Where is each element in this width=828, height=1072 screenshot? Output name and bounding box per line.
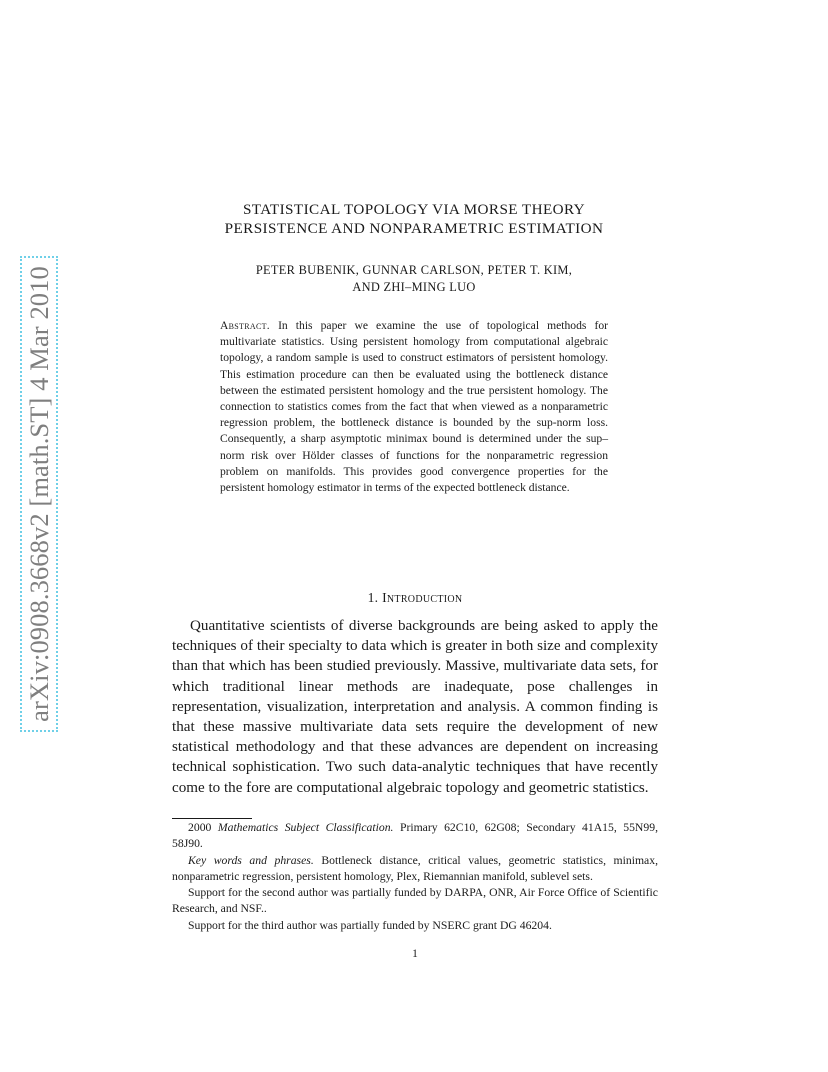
footnote-keywords-text: Bottleneck distance, critical values, geometric statistics, minimax, nonparametric regression, persistent homology, Plex, Riemannian manifold, sublevel sets. xyxy=(172,853,659,883)
section-title: Introduction xyxy=(382,590,463,605)
footnote-keywords-label: Key words and phrases. xyxy=(188,853,314,867)
paper-title-line-1: STATISTICAL TOPOLOGY VIA MORSE THEORY xyxy=(242,201,586,218)
footnote-msc-year: 2000 xyxy=(188,821,212,834)
footnote-msc-text: Primary 62C10, 62G08; Secondary 41A15, 55N99, 58J90. xyxy=(172,821,658,850)
footnote-msc-label: Mathematics Subject Classification. xyxy=(217,821,394,834)
section-number: 1. xyxy=(367,590,379,605)
abstract xyxy=(220,318,608,496)
page-number: 1 xyxy=(412,948,418,960)
abstract-text: In this paper we examine the use of topological methods for multivariate statistics. Using persistent homology from computational algebraic topology, a random sample is used to construct estimators of persistent homology. This estimation procedure can then be evaluated using the bottleneck distance between the estimated persistent homology and the true persistent homology. The connection to statistics comes from the fact that when viewed as a nonparametric regression problem, the bottleneck distance is bounded by the sup-norm loss. Consequently, a sharp asymptotic minimax bound is determined under the sup–norm risk over Hölder classes of functions for the nonparametric regression problem on manifolds. This provides good convergence properties for the persistent homology estimator in terms of the expected bottleneck distance. xyxy=(220,319,608,495)
footnote-keywords xyxy=(172,853,658,885)
authors-line-1: PETER BUBENIK, GUNNAR CARLSON, PETER T. KIM, xyxy=(255,263,573,277)
footnotes xyxy=(172,820,658,934)
paper-title-line-2: PERSISTENCE AND NONPARAMETRIC ESTIMATION xyxy=(224,220,604,237)
abstract-label: Abstract. xyxy=(220,319,270,332)
paper-title xyxy=(160,200,668,238)
footnote-support-third: Support for the third author was partially funded by NSERC grant DG 46204. xyxy=(188,918,552,932)
intro-paragraph: Quantitative scientists of diverse backgrounds are being asked to apply the techniques of their specialty to data which is greater in both size and complexity than that which has been studied previously. Massive, multivariate data sets, for which traditional linear methods are inadequate, pose challenges in representation, visualization, interpretation and analysis. A common finding is that these massive multivariate data sets require the development of new statistical methodology and that these advances are dependent on increasing technical sophistication. Two such data-analytic techniques that have recently come to the fore are computational algebraic topology and geometric statistics. xyxy=(172,618,658,796)
authors-line-2: AND ZHI–MING LUO xyxy=(352,280,476,294)
footnote-support-second: Support for the second author was partially funded by DARPA, ONR, Air Force Office of Scientific Research, and NSF.. xyxy=(172,886,658,916)
arxiv-identifier: arXiv:0908.3668v2 [math.ST] 4 Mar 2010 xyxy=(24,266,54,722)
footnote-msc xyxy=(172,820,658,852)
footnote-divider xyxy=(172,818,252,819)
author-list xyxy=(200,262,628,296)
section-heading xyxy=(172,590,658,606)
